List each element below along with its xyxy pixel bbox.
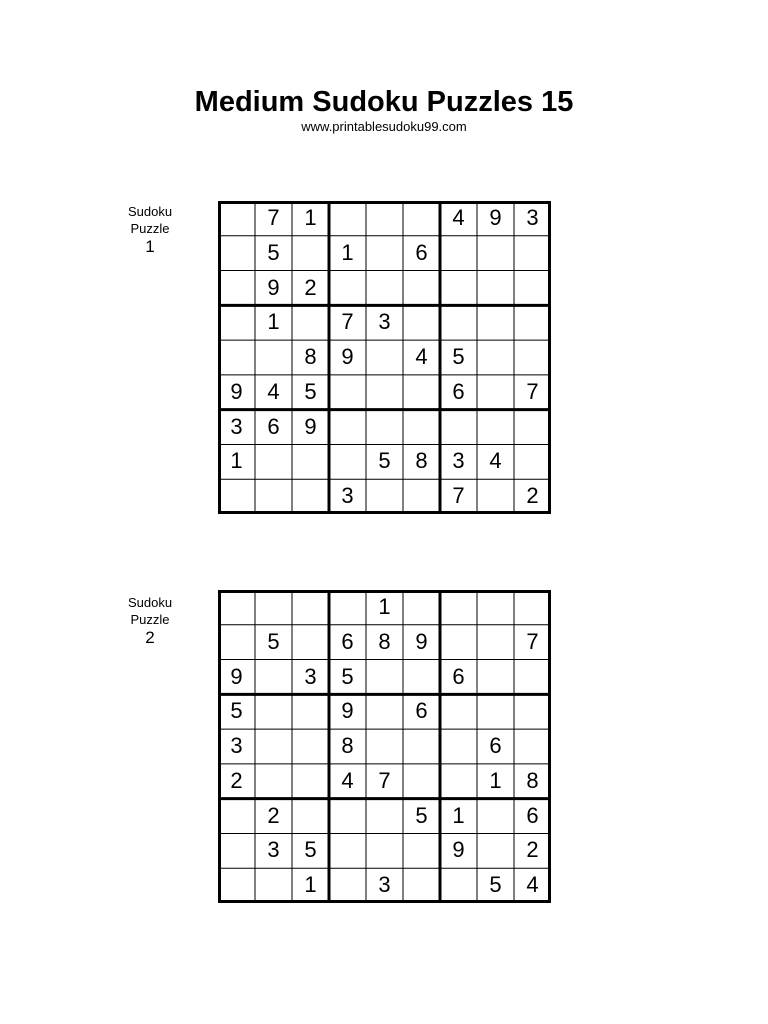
sudoku-cell bbox=[477, 479, 514, 514]
sudoku-cell: 5 bbox=[452, 344, 465, 370]
sudoku-cell: 4 bbox=[489, 448, 502, 474]
sudoku-cell bbox=[440, 868, 477, 903]
sudoku-cell bbox=[440, 590, 477, 625]
sudoku-cell bbox=[329, 410, 366, 445]
sudoku-cell bbox=[477, 340, 514, 375]
puzzle-number: 1 bbox=[145, 237, 155, 256]
sudoku-cell: 1 bbox=[304, 205, 317, 230]
sudoku-cell bbox=[366, 729, 403, 764]
sudoku-cell bbox=[477, 271, 514, 306]
sudoku-cell: 6 bbox=[489, 733, 502, 759]
sudoku-cell: 6 bbox=[415, 239, 428, 265]
sudoku-cell bbox=[218, 479, 255, 514]
sudoku-cell bbox=[218, 305, 255, 340]
sudoku-cell bbox=[292, 444, 329, 479]
sudoku-grid-2 bbox=[218, 590, 551, 903]
sudoku-cell bbox=[255, 479, 292, 514]
sudoku-cell: 6 bbox=[267, 413, 280, 439]
sudoku-cell bbox=[218, 590, 255, 625]
puzzle-label-1 bbox=[110, 203, 190, 257]
sudoku-cell: 5 bbox=[230, 698, 243, 724]
sudoku-cell bbox=[514, 444, 551, 479]
sudoku-cell bbox=[477, 660, 514, 695]
sudoku-cell: 1 bbox=[304, 872, 317, 898]
sudoku-cell bbox=[477, 625, 514, 660]
sudoku-cell bbox=[292, 799, 329, 834]
sudoku-cell bbox=[366, 410, 403, 445]
sudoku-cell: 8 bbox=[378, 628, 391, 654]
sudoku-cell: 5 bbox=[378, 448, 391, 474]
sudoku-cell: 3 bbox=[304, 663, 317, 689]
sudoku-cell bbox=[477, 305, 514, 340]
sudoku-cell bbox=[329, 868, 366, 903]
sudoku-cell bbox=[403, 375, 440, 410]
sudoku-cell bbox=[514, 340, 551, 375]
sudoku-cell bbox=[255, 729, 292, 764]
sudoku-cell: 9 bbox=[489, 205, 502, 230]
sudoku-cell: 4 bbox=[415, 344, 428, 370]
sudoku-cell bbox=[366, 660, 403, 695]
sudoku-cell bbox=[477, 694, 514, 729]
sudoku-cell: 5 bbox=[341, 663, 354, 689]
sudoku-cell: 8 bbox=[526, 767, 539, 793]
sudoku-cell: 6 bbox=[526, 802, 539, 828]
sudoku-cell bbox=[366, 340, 403, 375]
sudoku-cell: 8 bbox=[304, 344, 317, 370]
sudoku-cell bbox=[218, 868, 255, 903]
page-title: Medium Sudoku Puzzles 15 bbox=[194, 86, 574, 118]
sudoku-cell: 8 bbox=[341, 733, 354, 759]
sudoku-cell bbox=[292, 694, 329, 729]
sudoku-cell: 9 bbox=[341, 698, 354, 724]
sudoku-cell: 3 bbox=[452, 448, 465, 474]
sudoku-cell: 1 bbox=[230, 448, 243, 474]
sudoku-cell: 4 bbox=[267, 378, 280, 404]
sudoku-cell bbox=[292, 590, 329, 625]
sudoku-cell bbox=[255, 694, 292, 729]
sudoku-cell bbox=[329, 271, 366, 306]
sudoku-cell bbox=[477, 590, 514, 625]
sudoku-cell: 3 bbox=[267, 837, 280, 863]
sudoku-cell bbox=[403, 868, 440, 903]
sudoku-cell bbox=[514, 410, 551, 445]
sudoku-cell: 3 bbox=[341, 483, 354, 509]
sudoku-cell bbox=[514, 305, 551, 340]
sudoku-cell bbox=[514, 271, 551, 306]
puzzle-label-2 bbox=[110, 594, 190, 648]
puzzle-label-word-sudoku: Sudoku bbox=[127, 595, 173, 610]
sudoku-cell: 4 bbox=[452, 205, 465, 230]
sudoku-cell bbox=[403, 590, 440, 625]
sudoku-cell bbox=[292, 625, 329, 660]
sudoku-cell: 2 bbox=[526, 483, 539, 509]
sudoku-cell bbox=[440, 271, 477, 306]
sudoku-cell bbox=[255, 660, 292, 695]
sudoku-cell: 3 bbox=[378, 872, 391, 898]
sudoku-cell bbox=[440, 764, 477, 799]
sudoku-cell bbox=[292, 236, 329, 271]
sudoku-cell bbox=[366, 694, 403, 729]
sudoku-cell bbox=[218, 625, 255, 660]
sudoku-cell bbox=[255, 340, 292, 375]
sudoku-cell bbox=[292, 729, 329, 764]
sudoku-cell bbox=[292, 764, 329, 799]
sudoku-cell: 5 bbox=[267, 628, 280, 654]
site-url: www.printablesudoku99.com bbox=[301, 119, 467, 134]
sudoku-cell bbox=[514, 590, 551, 625]
sudoku-cell: 7 bbox=[452, 483, 465, 509]
sudoku-cell bbox=[514, 694, 551, 729]
sudoku-cell: 5 bbox=[415, 802, 428, 828]
puzzle-number: 2 bbox=[145, 628, 155, 647]
sudoku-cell: 3 bbox=[378, 309, 391, 335]
sudoku-cell bbox=[403, 764, 440, 799]
sudoku-cell: 4 bbox=[526, 872, 539, 898]
sudoku-cell bbox=[366, 236, 403, 271]
sudoku-cell: 1 bbox=[452, 802, 465, 828]
sudoku-cell: 1 bbox=[378, 594, 391, 619]
sudoku-grid-1 bbox=[218, 201, 551, 514]
sudoku-cell bbox=[403, 833, 440, 868]
sudoku-cell: 3 bbox=[230, 413, 243, 439]
sudoku-cell bbox=[514, 236, 551, 271]
sudoku-cell bbox=[477, 410, 514, 445]
sudoku-cell: 5 bbox=[304, 378, 317, 404]
sudoku-cell: 7 bbox=[341, 309, 354, 335]
sudoku-cell bbox=[403, 305, 440, 340]
sudoku-cell: 2 bbox=[267, 802, 280, 828]
sudoku-cell: 1 bbox=[489, 767, 502, 793]
sudoku-cell bbox=[440, 410, 477, 445]
sudoku-cell: 5 bbox=[489, 872, 502, 898]
sudoku-cell: 3 bbox=[230, 733, 243, 759]
sudoku-cell: 8 bbox=[415, 448, 428, 474]
sudoku-cell: 9 bbox=[267, 274, 280, 300]
sudoku-cell bbox=[255, 444, 292, 479]
sudoku-cell bbox=[329, 375, 366, 410]
sudoku-cell: 6 bbox=[452, 378, 465, 404]
sudoku-cell bbox=[329, 833, 366, 868]
sudoku-cell bbox=[366, 201, 403, 236]
sudoku-cell: 7 bbox=[267, 205, 280, 230]
sudoku-cell: 1 bbox=[267, 309, 280, 335]
sudoku-cell bbox=[514, 729, 551, 764]
sudoku-cell bbox=[477, 375, 514, 410]
sudoku-cell bbox=[218, 340, 255, 375]
sudoku-cell bbox=[477, 833, 514, 868]
sudoku-cell bbox=[329, 444, 366, 479]
sudoku-cell bbox=[514, 660, 551, 695]
sudoku-cell bbox=[403, 271, 440, 306]
sudoku-cell: 7 bbox=[526, 628, 539, 654]
sudoku-cell bbox=[403, 729, 440, 764]
sudoku-cell bbox=[255, 590, 292, 625]
sudoku-cell bbox=[403, 410, 440, 445]
sudoku-cell bbox=[403, 660, 440, 695]
sudoku-cell bbox=[403, 201, 440, 236]
sudoku-cell bbox=[329, 590, 366, 625]
sudoku-cell: 9 bbox=[230, 378, 243, 404]
sudoku-cell: 7 bbox=[378, 767, 391, 793]
sudoku-cell bbox=[440, 305, 477, 340]
sudoku-cell: 6 bbox=[415, 698, 428, 724]
sudoku-cell: 6 bbox=[341, 628, 354, 654]
sudoku-cell bbox=[218, 271, 255, 306]
sudoku-cell: 9 bbox=[230, 663, 243, 689]
sudoku-cell bbox=[329, 799, 366, 834]
sudoku-cell: 5 bbox=[267, 239, 280, 265]
sudoku-cell bbox=[292, 305, 329, 340]
sudoku-cell: 4 bbox=[341, 767, 354, 793]
sudoku-cell: 9 bbox=[415, 628, 428, 654]
puzzle-label-word-puzzle: Puzzle bbox=[130, 612, 170, 627]
sudoku-cell bbox=[255, 868, 292, 903]
puzzle-label-word-sudoku: Sudoku bbox=[127, 204, 173, 219]
sudoku-cell bbox=[218, 236, 255, 271]
sudoku-cell bbox=[440, 729, 477, 764]
sudoku-cell bbox=[403, 479, 440, 514]
sudoku-cell bbox=[366, 833, 403, 868]
sudoku-cell: 6 bbox=[452, 663, 465, 689]
sudoku-cell: 2 bbox=[230, 767, 243, 793]
sudoku-cell: 2 bbox=[526, 837, 539, 863]
sudoku-cell: 5 bbox=[304, 837, 317, 863]
sudoku-cell bbox=[477, 799, 514, 834]
sudoku-cell bbox=[255, 764, 292, 799]
sudoku-cell bbox=[218, 799, 255, 834]
sudoku-cell bbox=[477, 236, 514, 271]
sudoku-cell bbox=[218, 201, 255, 236]
sudoku-cell bbox=[218, 833, 255, 868]
sudoku-cell bbox=[366, 375, 403, 410]
sudoku-cell: 2 bbox=[304, 274, 317, 300]
sudoku-cell bbox=[366, 479, 403, 514]
sudoku-cell bbox=[440, 236, 477, 271]
sudoku-cell: 7 bbox=[526, 378, 539, 404]
sudoku-cell: 1 bbox=[341, 239, 354, 265]
sudoku-cell: 9 bbox=[452, 837, 465, 863]
sudoku-cell bbox=[440, 625, 477, 660]
sudoku-cell bbox=[440, 694, 477, 729]
sudoku-cell bbox=[366, 271, 403, 306]
sudoku-cell: 3 bbox=[526, 205, 539, 230]
sudoku-cell bbox=[329, 201, 366, 236]
sudoku-cell bbox=[366, 799, 403, 834]
puzzle-label-word-puzzle: Puzzle bbox=[130, 221, 170, 236]
sudoku-cell: 9 bbox=[341, 344, 354, 370]
sudoku-cell bbox=[292, 479, 329, 514]
sudoku-cell: 9 bbox=[304, 413, 317, 439]
